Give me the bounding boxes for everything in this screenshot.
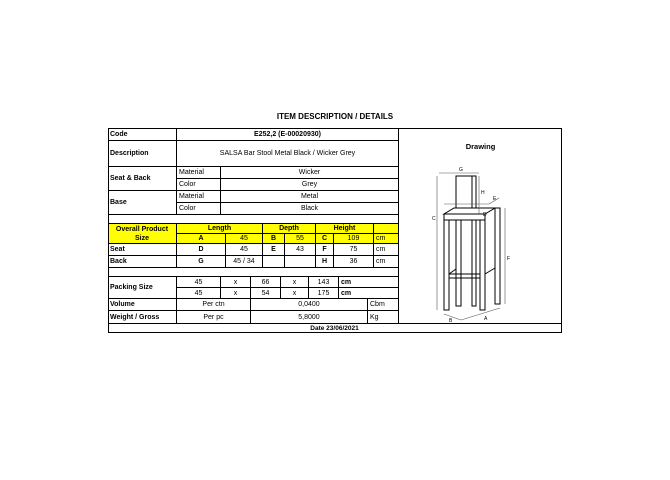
packing-r1-x2: x (281, 277, 309, 288)
dim-b-letter: B (263, 234, 285, 244)
seat-back-label: Seat & Back (108, 167, 177, 191)
packing-r2-h: 175 (309, 288, 339, 299)
packing-r2-x2: x (281, 288, 309, 299)
back-unit: cm (374, 256, 399, 268)
spacer-row (108, 215, 399, 224)
volume-per: Per ctn (177, 299, 251, 311)
packing-r1-w: 66 (251, 277, 281, 288)
weight-per: Per pc (177, 311, 251, 324)
drawing-label: Drawing (465, 142, 496, 151)
seat-back-color-label: Color (177, 179, 221, 191)
dim-g-letter: G (177, 256, 226, 268)
label-c: C (432, 216, 436, 222)
back-empty-2 (285, 256, 316, 268)
weight-unit: Kg (368, 311, 399, 324)
volume-unit: Cbm (368, 299, 399, 311)
base-material-label: Material (177, 191, 221, 203)
label-h: H (481, 190, 485, 196)
packing-r1-unit: cm (339, 277, 399, 288)
code-label: Code (108, 128, 177, 141)
dim-f-value: 75 (334, 244, 374, 256)
dim-a-letter: A (177, 234, 226, 244)
overall-size-label (108, 224, 177, 244)
depth-header: Depth (263, 224, 316, 234)
label-a: A (484, 316, 488, 322)
seat-back-color: Grey (221, 179, 399, 191)
dim-c-value: 109 (334, 234, 374, 244)
packing-r1-h: 143 (309, 277, 339, 288)
seat-unit: cm (374, 244, 399, 256)
description-value: SALSA Bar Stool Metal Black / Wicker Grey (177, 141, 399, 167)
dim-d-letter: D (177, 244, 226, 256)
dim-h-value: 36 (334, 256, 374, 268)
overall-size-line1: Overall Product (115, 225, 169, 233)
packing-r1-x1: x (221, 277, 251, 288)
label-f: F (507, 256, 511, 262)
label-d: D (483, 212, 487, 218)
spacer-row-2 (108, 268, 399, 277)
dim-g-value: 45 / 34 (226, 256, 263, 268)
back-dims-label: Back (108, 256, 177, 268)
dim-e-value: 43 (285, 244, 316, 256)
base-color: Black (221, 203, 399, 215)
packing-r2-w: 54 (251, 288, 281, 299)
dim-unit: cm (374, 234, 399, 244)
base-label: Base (108, 191, 177, 215)
volume-label: Volume (108, 299, 177, 311)
base-material: Metal (221, 191, 399, 203)
label-g: G (459, 167, 463, 173)
back-empty-1 (263, 256, 285, 268)
length-header: Length (177, 224, 263, 234)
height-header: Height (316, 224, 374, 234)
seat-dims-label: Seat (108, 244, 177, 256)
description-label: Description (108, 141, 177, 167)
date-row: Date 23/06/2021 (108, 324, 562, 333)
weight-value: 5,8000 (251, 311, 368, 324)
dim-a-value: 45 (226, 234, 263, 244)
dim-f-letter: F (316, 244, 334, 256)
packing-label: Packing Size (108, 277, 177, 299)
volume-value: 0,0400 (251, 299, 368, 311)
packing-r2-unit: cm (339, 288, 399, 299)
packing-r2-l: 45 (177, 288, 221, 299)
label-e: E (493, 196, 497, 202)
dim-c-letter: C (316, 234, 334, 244)
label-b: B (449, 318, 453, 324)
dim-h-letter: H (316, 256, 334, 268)
dim-d-value: 45 (226, 244, 263, 256)
seat-back-material: Wicker (221, 167, 399, 179)
spec-sheet (108, 128, 562, 333)
bar-stool-drawing-icon (399, 128, 562, 324)
unit-header-blank (374, 224, 399, 234)
page-title: ITEM DESCRIPTION / DETAILS (276, 112, 394, 121)
dim-b-value: 55 (285, 234, 316, 244)
base-color-label: Color (177, 203, 221, 215)
weight-label: Weight / Gross (108, 311, 177, 324)
packing-r1-l: 45 (177, 277, 221, 288)
seat-back-material-label: Material (177, 167, 221, 179)
packing-r2-x1: x (221, 288, 251, 299)
code-value: E252,2 (E-00020930) (177, 128, 399, 141)
drawing-panel (399, 128, 562, 324)
dim-e-letter: E (263, 244, 285, 256)
overall-size-line2: Size (134, 234, 149, 242)
